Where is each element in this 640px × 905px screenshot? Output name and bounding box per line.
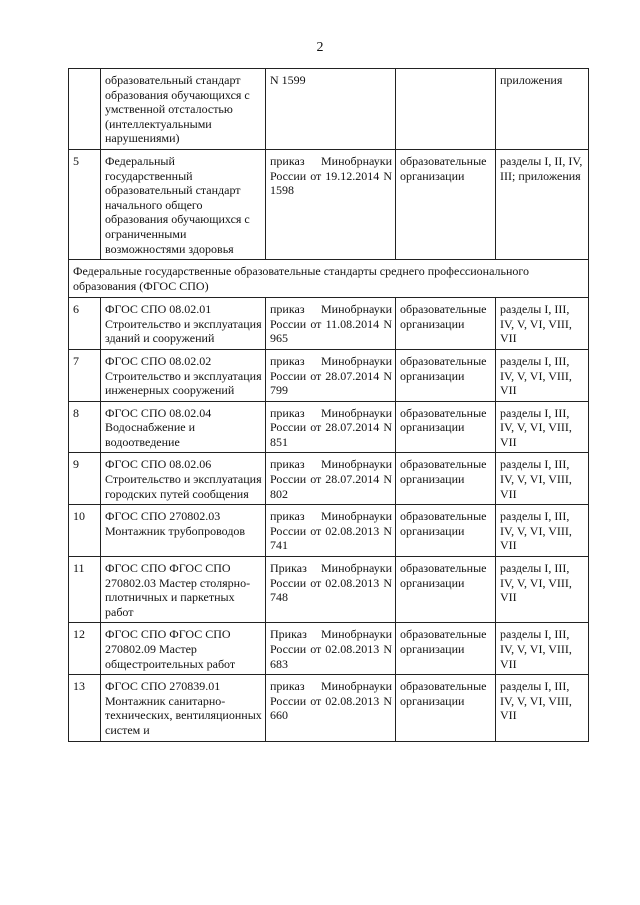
sections-cell: разделы I, III, IV, V, VI, VIII, VII bbox=[496, 505, 589, 557]
organization-cell: образовательные организации bbox=[396, 298, 496, 350]
page-number: 2 bbox=[316, 40, 324, 55]
order-cell: приказ Минобрнауки России от 02.08.2013 N 660 bbox=[266, 675, 396, 741]
organization-cell: образовательные организации bbox=[396, 623, 496, 675]
standard-name-cell: Федеральный государственный образовательный стандарт начального общего образования обучающихся с ограниченными возможностями здоровья bbox=[101, 149, 266, 259]
sections-cell: разделы I, III, IV, V, VI, VIII, VII bbox=[496, 557, 589, 623]
order-cell: приказ Минобрнауки России от 28.07.2014 N 799 bbox=[266, 349, 396, 401]
table-row bbox=[69, 505, 589, 557]
order-cell: приказ Минобрнауки России от 11.08.2014 N 965 bbox=[266, 298, 396, 350]
row-number-cell bbox=[69, 69, 101, 150]
standards-table bbox=[68, 68, 589, 742]
sections-cell: разделы I, III, IV, V, VI, VIII, VII bbox=[496, 453, 589, 505]
organization-cell: образовательные организации bbox=[396, 149, 496, 259]
table-row bbox=[69, 69, 589, 150]
organization-cell: образовательные организации bbox=[396, 453, 496, 505]
organization-cell: образовательные организации bbox=[396, 401, 496, 453]
table-row bbox=[69, 349, 589, 401]
table-row bbox=[69, 401, 589, 453]
order-cell: N 1599 bbox=[266, 69, 396, 150]
organization-cell: образовательные организации bbox=[396, 557, 496, 623]
row-number-cell: 5 bbox=[69, 149, 101, 259]
order-cell: приказ Минобрнауки России от 19.12.2014 N 1598 bbox=[266, 149, 396, 259]
table-body-after-section bbox=[69, 298, 589, 741]
row-number-cell: 7 bbox=[69, 349, 101, 401]
standard-name-cell: ФГОС СПО 270802.03 Монтажник трубопроводов bbox=[101, 505, 266, 557]
table-row bbox=[69, 675, 589, 741]
standard-name-cell: ФГОС СПО 08.02.01 Строительство и эксплуатация зданий и сооружений bbox=[101, 298, 266, 350]
organization-cell: образовательные организации bbox=[396, 675, 496, 741]
standard-name-cell: ФГОС СПО ФГОС СПО 270802.03 Мастер столярно-плотничных и паркетных работ bbox=[101, 557, 266, 623]
row-number-cell: 8 bbox=[69, 401, 101, 453]
sections-cell: разделы I, II, IV, III; приложения bbox=[496, 149, 589, 259]
standard-name-cell: ФГОС СПО 08.02.02 Строительство и эксплуатация инженерных сооружений bbox=[101, 349, 266, 401]
table-row bbox=[69, 149, 589, 259]
standard-name-cell: ФГОС СПО 270839.01 Монтажник санитарно-технических, вентиляционных систем и bbox=[101, 675, 266, 741]
sections-cell: разделы I, III, IV, V, VI, VIII, VII bbox=[496, 401, 589, 453]
order-cell: приказ Минобрнауки России от 02.08.2013 N 741 bbox=[266, 505, 396, 557]
table-row bbox=[69, 557, 589, 623]
row-number-cell: 9 bbox=[69, 453, 101, 505]
order-cell: приказ Минобрнауки России от 28.07.2014 N 851 bbox=[266, 401, 396, 453]
section-header: Федеральные государственные образовательные стандарты среднего профессионального образования (ФГОС СПО) bbox=[69, 260, 589, 298]
row-number-cell: 10 bbox=[69, 505, 101, 557]
sections-cell: разделы I, III, IV, V, VI, VIII, VII bbox=[496, 623, 589, 675]
organization-cell bbox=[396, 69, 496, 150]
standard-name-cell: ФГОС СПО 08.02.06 Строительство и эксплуатация городских путей сообщения bbox=[101, 453, 266, 505]
standard-name-cell: образовательный стандарт образования обучающихся с умственной отсталостью (интеллектуальными нарушениями) bbox=[101, 69, 266, 150]
table-row bbox=[69, 453, 589, 505]
row-number-cell: 13 bbox=[69, 675, 101, 741]
order-cell: приказ Минобрнауки России от 28.07.2014 N 802 bbox=[266, 453, 396, 505]
table-row bbox=[69, 623, 589, 675]
table-body-before-section bbox=[69, 69, 589, 260]
sections-cell: разделы I, III, IV, V, VI, VIII, VII bbox=[496, 675, 589, 741]
organization-cell: образовательные организации bbox=[396, 505, 496, 557]
table-row bbox=[69, 298, 589, 350]
row-number-cell: 11 bbox=[69, 557, 101, 623]
order-cell: Приказ Минобрнауки России от 02.08.2013 N 683 bbox=[266, 623, 396, 675]
row-number-cell: 6 bbox=[69, 298, 101, 350]
section-header-row bbox=[69, 260, 589, 298]
organization-cell: образовательные организации bbox=[396, 349, 496, 401]
row-number-cell: 12 bbox=[69, 623, 101, 675]
order-cell: Приказ Минобрнауки России от 02.08.2013 N 748 bbox=[266, 557, 396, 623]
sections-cell: разделы I, III, IV, V, VI, VIII, VII bbox=[496, 349, 589, 401]
standard-name-cell: ФГОС СПО 08.02.04 Водоснабжение и водоотведение bbox=[101, 401, 266, 453]
sections-cell: разделы I, III, IV, V, VI, VIII, VII bbox=[496, 298, 589, 350]
section-header-group bbox=[69, 260, 589, 298]
standard-name-cell: ФГОС СПО ФГОС СПО 270802.09 Мастер общестроительных работ bbox=[101, 623, 266, 675]
sections-cell: приложения bbox=[496, 69, 589, 150]
